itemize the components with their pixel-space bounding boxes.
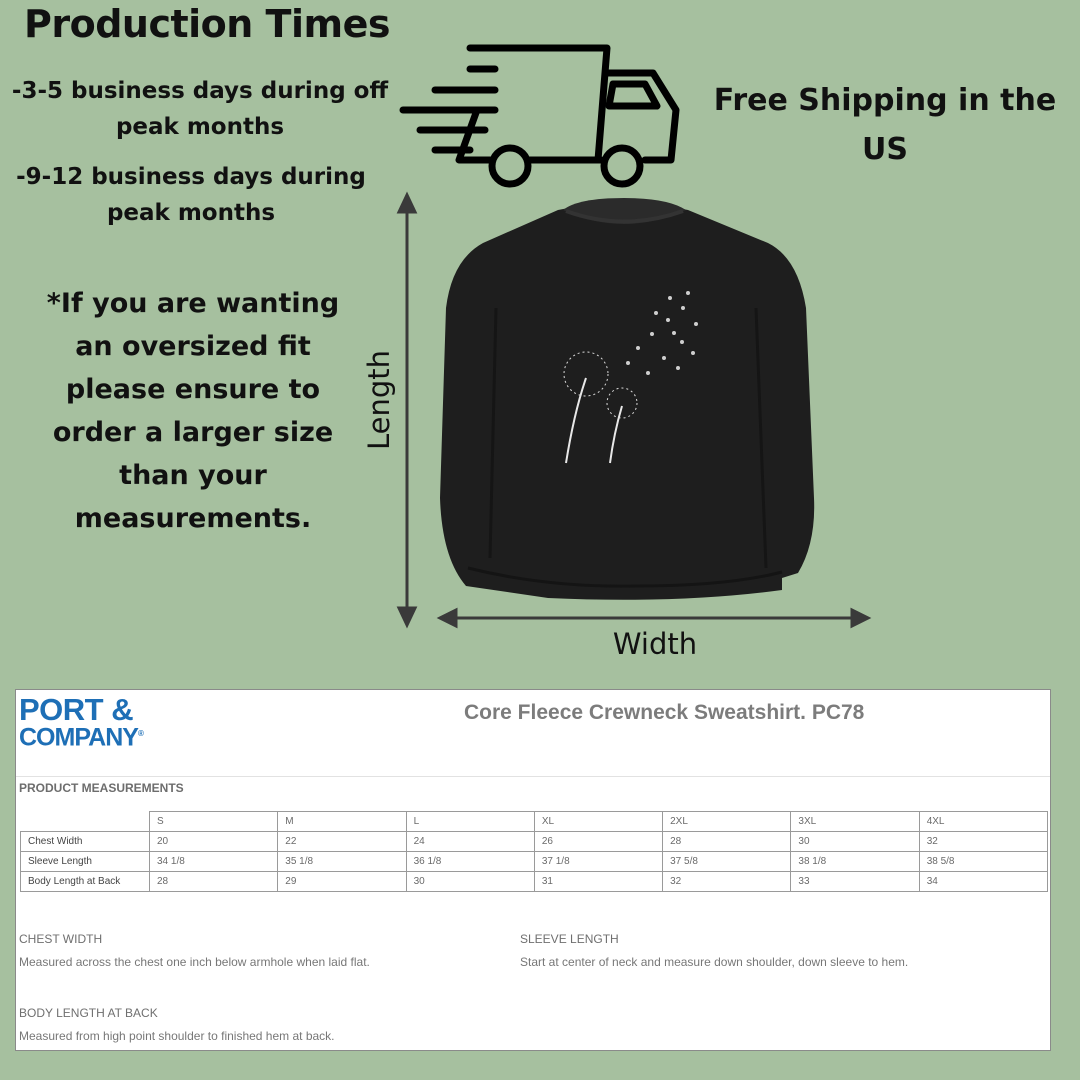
table-cell: 31: [534, 872, 662, 892]
measurements-heading: PRODUCT MEASUREMENTS: [19, 781, 184, 795]
table-cell: 36 1/8: [406, 852, 534, 872]
off-peak-time-text: -3-5 business days during off peak months: [11, 78, 389, 140]
size-2xl: 2XL: [663, 812, 791, 832]
table-cell: 32: [663, 872, 791, 892]
divider: [16, 776, 1050, 777]
size-m: M: [278, 812, 406, 832]
production-times-heading: Production Times: [24, 2, 390, 46]
table-cell: 32: [919, 832, 1047, 852]
table-cell: 26: [534, 832, 662, 852]
table-cell: 33: [791, 872, 919, 892]
table-cell: 22: [278, 832, 406, 852]
table-row: [21, 852, 1048, 872]
table-row: [21, 872, 1048, 892]
table-cell: 38 5/8: [919, 852, 1047, 872]
table-cell: 24: [406, 832, 534, 852]
row-label: Chest Width: [21, 832, 150, 852]
table-cell: 30: [791, 832, 919, 852]
size-3xl: 3XL: [791, 812, 919, 832]
table-cell: 38 1/8: [791, 852, 919, 872]
product-title: Core Fleece Crewneck Sweatshirt. PC78: [464, 701, 865, 724]
table-cell: 30: [406, 872, 534, 892]
body-length-text: Measured from high point shoulder to finished hem at back.: [19, 1029, 335, 1043]
peak-time-text: -9-12 business days during peak months: [16, 164, 366, 226]
table-cell: 28: [150, 872, 278, 892]
table-row: [21, 832, 1048, 852]
table-cell: 34: [919, 872, 1047, 892]
chest-width-heading: CHEST WIDTH: [19, 932, 103, 946]
registered-mark: ®: [137, 729, 143, 738]
header-corner: [21, 812, 150, 832]
size-xl: XL: [534, 812, 662, 832]
table-cell: 37 1/8: [534, 852, 662, 872]
width-label: Width: [612, 627, 698, 661]
size-l: L: [406, 812, 534, 832]
size-s: S: [150, 812, 278, 832]
table-cell: 29: [278, 872, 406, 892]
table-cell: 34 1/8: [150, 852, 278, 872]
row-label: Sleeve Length: [21, 852, 150, 872]
size-header-row: [21, 812, 1048, 832]
table-cell: 20: [150, 832, 278, 852]
table-cell: 37 5/8: [663, 852, 791, 872]
sleeve-length-heading: SLEEVE LENGTH: [520, 932, 619, 946]
size-table: [20, 811, 1048, 892]
oversized-fit-note: *If you are wanting an oversized fit please ensure to order a larger size than your measurements.: [46, 288, 340, 534]
port-company-logo: [19, 692, 143, 752]
length-label: Length: [362, 349, 396, 450]
sleeve-length-text: Start at center of neck and measure down shoulder, down sleeve to hem.: [520, 955, 909, 969]
chest-width-text: Measured across the chest one inch below armhole when laid flat.: [19, 955, 370, 969]
free-shipping-text: Free Shipping in the US: [713, 83, 1057, 167]
body-length-heading: BODY LENGTH AT BACK: [19, 1006, 158, 1020]
brand-line1: PORT &: [19, 692, 134, 727]
brand-line2: COMPANY: [19, 723, 138, 752]
table-cell: 35 1/8: [278, 852, 406, 872]
row-label: Body Length at Back: [21, 872, 150, 892]
size-chart-card: [15, 689, 1051, 1051]
size-4xl: 4XL: [919, 812, 1047, 832]
table-cell: 28: [663, 832, 791, 852]
